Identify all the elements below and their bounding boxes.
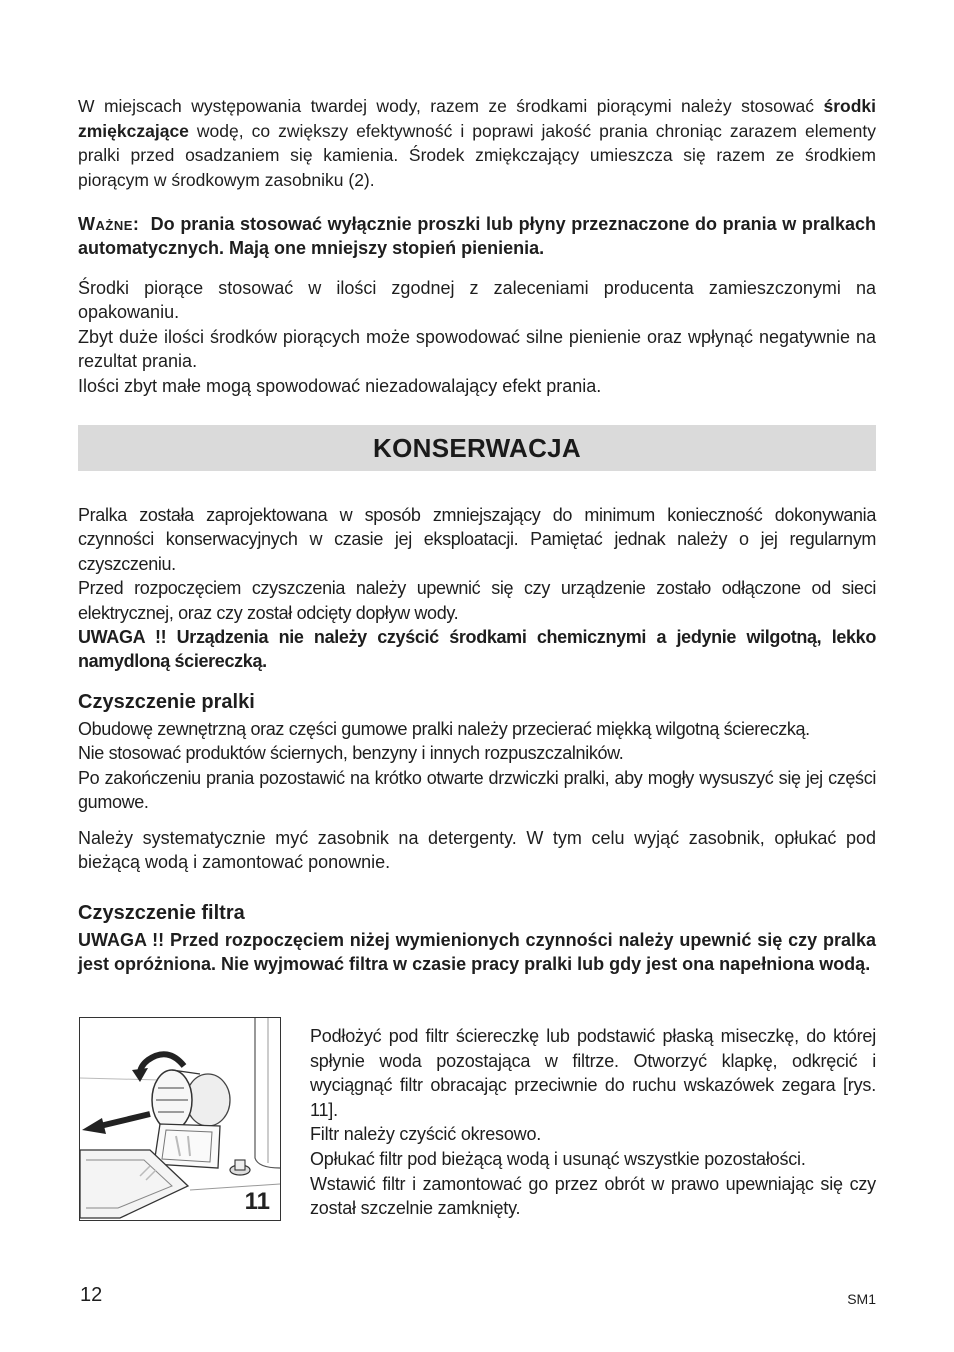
dosage-paragraph (78, 276, 876, 398)
maintenance-paragraph (78, 503, 876, 674)
intro-softener-paragraph (78, 94, 876, 192)
maintenance-intro: Pralka została zaprojektowana w sposób zmniejszający do minimum konieczność dokonywania czynności konserwacyjnych w czasie jej eksploatacji. Pamiętać jednak należy o jej regularnym czyszczeniu. (78, 505, 876, 574)
maintenance-disconnect: Przed rozpoczęciem czyszczenia należy upewnić się czy urządzenie zostało odłączone od sieci elektrycznej, oraz czy został odcięty dopływ wody. (78, 578, 876, 623)
filter-step-3: Opłukać filtr pod bieżącą wodą i usunąć wszystkie pozostałości. (310, 1148, 806, 1169)
cleaning-line-1: Obudowę zewnętrzną oraz części gumowe pralki należy przecierać miękką wilgotną ściereczką. (78, 719, 810, 739)
document-code: SM1 (847, 1291, 876, 1307)
maintenance-warning: UWAGA !! Urządzenia nie należy czyścić środkami chemicznymi a jedynie wilgotną, lekko namydloną ściereczką. (78, 627, 876, 672)
filter-step-1: Podłożyć pod filtr ściereczkę lub podstawić płaską miseczkę, do której spłynie woda pozostająca w filtrze. Otworzyć klapkę, odkręcić i wyciągnąć filtr obracając przeciwnie do ruchu wskazówek zegara [rys. 11]. (310, 1026, 876, 1120)
dosage-line-3: Ilości zbyt małe mogą spowodować niezadowalający efekt prania. (78, 375, 602, 396)
filter-figure (79, 1017, 281, 1221)
cleaning-line-4: Należy systematycznie myć zasobnik na detergenty. W tym celu wyjąć zasobnik, opłukać pod bieżącą wodą i zamontować ponownie. (78, 828, 876, 873)
intro-bold-term: środki zmiękczające (78, 96, 876, 141)
important-label: Ważne: (78, 214, 140, 234)
cleaning-line-2: Nie stosować produktów ściernych, benzyny i innych rozpuszczalników. (78, 743, 624, 764)
intro-text-start: W miejscach występowania twardej wody, razem ze środkami piorącymi należy stosować (78, 96, 824, 116)
filter-steps (310, 1024, 876, 1221)
section-banner (78, 425, 876, 471)
filter-step-2: Filtr należy czyścić okresowo. (310, 1124, 542, 1145)
cleaning-paragraph (78, 717, 876, 815)
figure-number: 11 (244, 1188, 270, 1215)
cleaning-heading: Czyszczenie pralki (78, 691, 255, 713)
dispenser-paragraph (78, 826, 876, 875)
filter-step-4: Wstawić filtr i zamontować go przez obrót w prawo upewniając się czy został szczelnie zamknięty. (310, 1173, 876, 1219)
page-number: 12 (80, 1284, 103, 1306)
dosage-line-2: Zbyt duże ilości środków piorących może spowodować silne pienienie oraz wpłynąć negatywnie na rezultat prania. (78, 326, 876, 372)
filter-heading: Czyszczenie filtra (78, 902, 245, 924)
section-title: KONSERWACJA (373, 432, 581, 463)
important-text: Do prania stosować wyłącznie proszki lub płyny przeznaczone do prania w pralkach automatycznych. Mają one mniejszy stopień pienienia. (78, 214, 876, 259)
intro-text-end: wodę, co zwiększy efektywność i poprawi jakość prania chroniąc zarazem elementy pralki przed osadzaniem się kamienia. Środek zmiękczający umieszcza się razem ze środkiem piorącym w środkowym zasobniku (2). (78, 120, 876, 190)
filter-warning: UWAGA !! Przed rozpoczęciem niżej wymienionych czynności należy upewnić się czy pralka jest opróżniona. Nie wyjmować filtra w czasie pracy pralki lub gdy jest ona napełniona wodą. (78, 930, 876, 975)
cleaning-line-3: Po zakończeniu prania pozostawić na krótko otwarte drzwiczki pralki, aby mogły wysuszyć się jej części gumowe. (78, 767, 876, 813)
important-note (78, 212, 876, 261)
dosage-line-1: Środki piorące stosować w ilości zgodnej z zaleceniami producenta zamieszczonymi na opakowaniu. (78, 278, 876, 323)
